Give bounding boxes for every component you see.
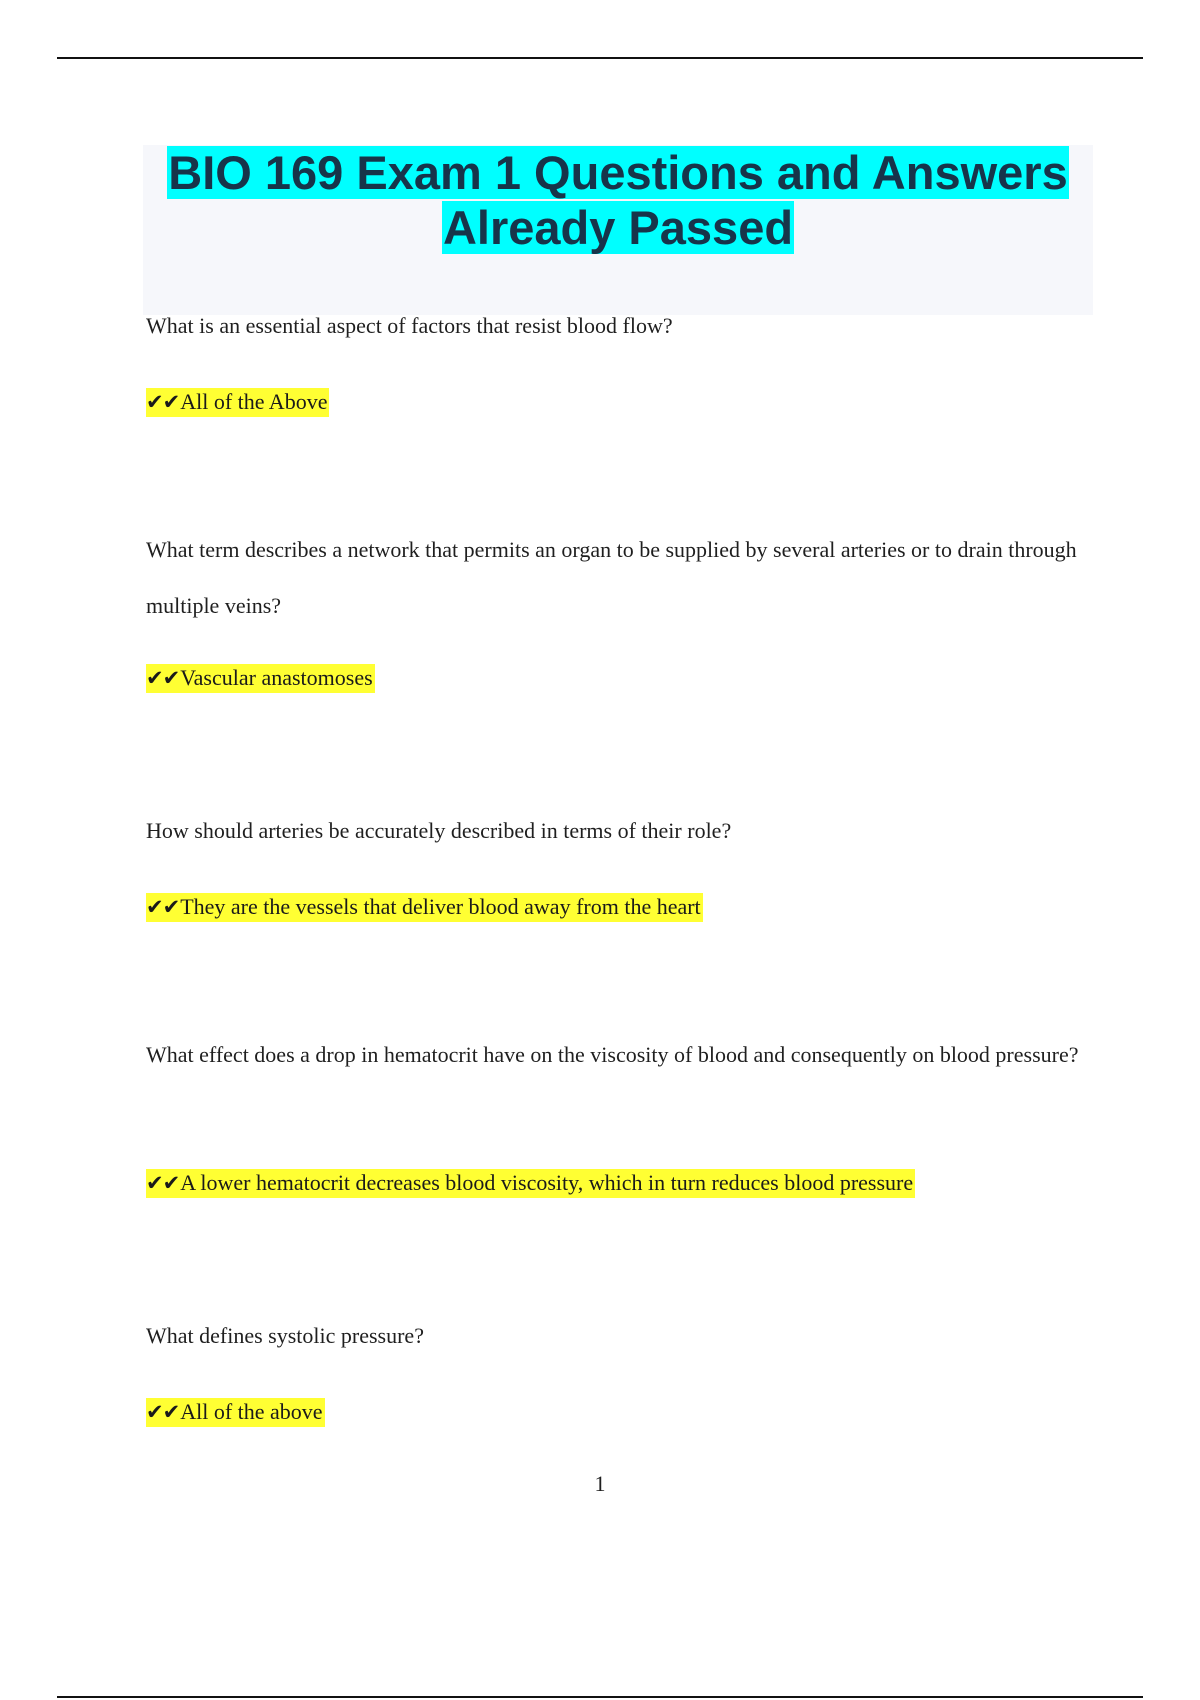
answer-4-text: A lower hematocrit decreases blood viscosity, which in turn reduces blood pressure <box>180 1170 914 1195</box>
document-title <box>143 145 1093 255</box>
answer-4-highlight <box>146 1169 915 1198</box>
qa-item-2 <box>146 522 1096 690</box>
double-check-icon: ✔✔ <box>146 1400 180 1424</box>
question-4: What effect does a drop in hematocrit have on the viscosity of blood and consequently on blood pressure? <box>146 1042 1079 1067</box>
answer-2-highlight <box>146 664 375 693</box>
question-1: What is an essential aspect of factors that resist blood flow? <box>146 313 673 338</box>
double-check-icon: ✔✔ <box>146 390 180 414</box>
answer-5-highlight <box>146 1398 325 1427</box>
answer-2 <box>146 662 375 694</box>
question-3: How should arteries be accurately described in terms of their role? <box>146 818 732 843</box>
answer-3 <box>146 891 703 923</box>
double-check-icon: ✔✔ <box>146 1171 180 1195</box>
answer-5-text: All of the above <box>180 1399 323 1424</box>
qa-item-3 <box>146 803 1096 919</box>
double-check-icon: ✔✔ <box>146 666 180 690</box>
qa-item-4 <box>146 1027 1096 1195</box>
page-number: 1 <box>594 1471 606 1496</box>
double-check-icon: ✔✔ <box>146 895 180 919</box>
answer-1 <box>146 386 329 418</box>
footer-rule <box>57 1696 1143 1698</box>
qa-item-5 <box>146 1308 1096 1424</box>
answer-1-highlight <box>146 388 329 417</box>
question-5: What defines systolic pressure? <box>146 1323 424 1348</box>
title-line-1: BIO 169 Exam 1 Questions and Answers <box>168 146 1068 199</box>
answer-3-highlight <box>146 893 703 922</box>
answer-1-text: All of the Above <box>180 389 328 414</box>
answer-4 <box>146 1167 915 1199</box>
title-line-2: Already Passed <box>442 201 794 254</box>
answer-5 <box>146 1396 325 1428</box>
qa-item-1 <box>146 298 1096 414</box>
question-2: What term describes a network that permits an organ to be supplied by several arteries or to drain through multiple veins? <box>146 537 1077 618</box>
header-rule <box>57 57 1143 59</box>
answer-3-text: They are the vessels that deliver blood away from the heart <box>180 894 701 919</box>
answer-2-text: Vascular anastomoses <box>180 665 373 690</box>
